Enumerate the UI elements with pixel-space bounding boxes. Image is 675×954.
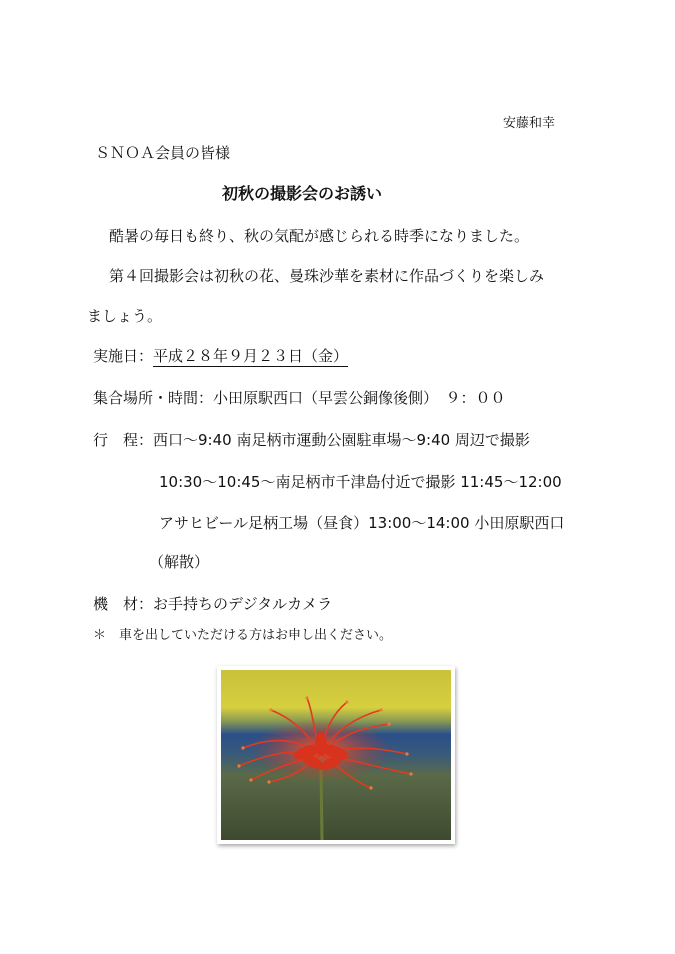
spider-lily-image [221, 670, 451, 840]
intro-paragraph-line-2: 第４回撮影会は初秋の花、曼珠沙華を素材に作品づくりを楽しみ [109, 267, 545, 285]
equipment-row [93, 594, 332, 614]
meeting-label: 集合場所・時間： [93, 389, 214, 407]
itinerary-line-2: 10:30～10:45～南足柄市千津島付近で撮影 11:45～12:00 [159, 473, 562, 491]
itinerary-label: 行 程： [93, 431, 154, 449]
itinerary-line-4: （解散） [149, 553, 210, 571]
car-note: ＊ 車を出していただける方はお申し出ください。 [93, 628, 393, 643]
equipment-label: 機 材： [93, 595, 154, 613]
date-row [93, 346, 348, 366]
meeting-row [93, 388, 506, 408]
salutation: ＳＮＯＡ会員の皆様 [95, 144, 231, 162]
spider-lily-photo [217, 666, 455, 844]
page-title: 初秋の撮影会のお誘い [222, 184, 383, 203]
date-label: 実施日： [93, 347, 154, 365]
meeting-value: 小田原駅西口（早雲公銅像後側） ９：００ [213, 389, 506, 407]
intro-paragraph-line-1: 酷暑の毎日も終り、秋の気配が感じられる時季になりました。 [109, 227, 530, 245]
itinerary-row [93, 430, 530, 450]
author-name: 安藤和幸 [503, 116, 556, 131]
itinerary-line-1: 西口～9:40 南足柄市運動公園駐車場～9:40 周辺で撮影 [153, 431, 530, 449]
equipment-value: お手持ちのデジタルカメラ [153, 595, 333, 613]
itinerary-line-3: アサヒビール足柄工場（昼食）13:00～14:00 小田原駅西口 [159, 514, 565, 532]
date-value: 平成２８年９月２３日（金） [153, 347, 349, 365]
intro-paragraph-line-3: ましょう。 [87, 307, 163, 325]
